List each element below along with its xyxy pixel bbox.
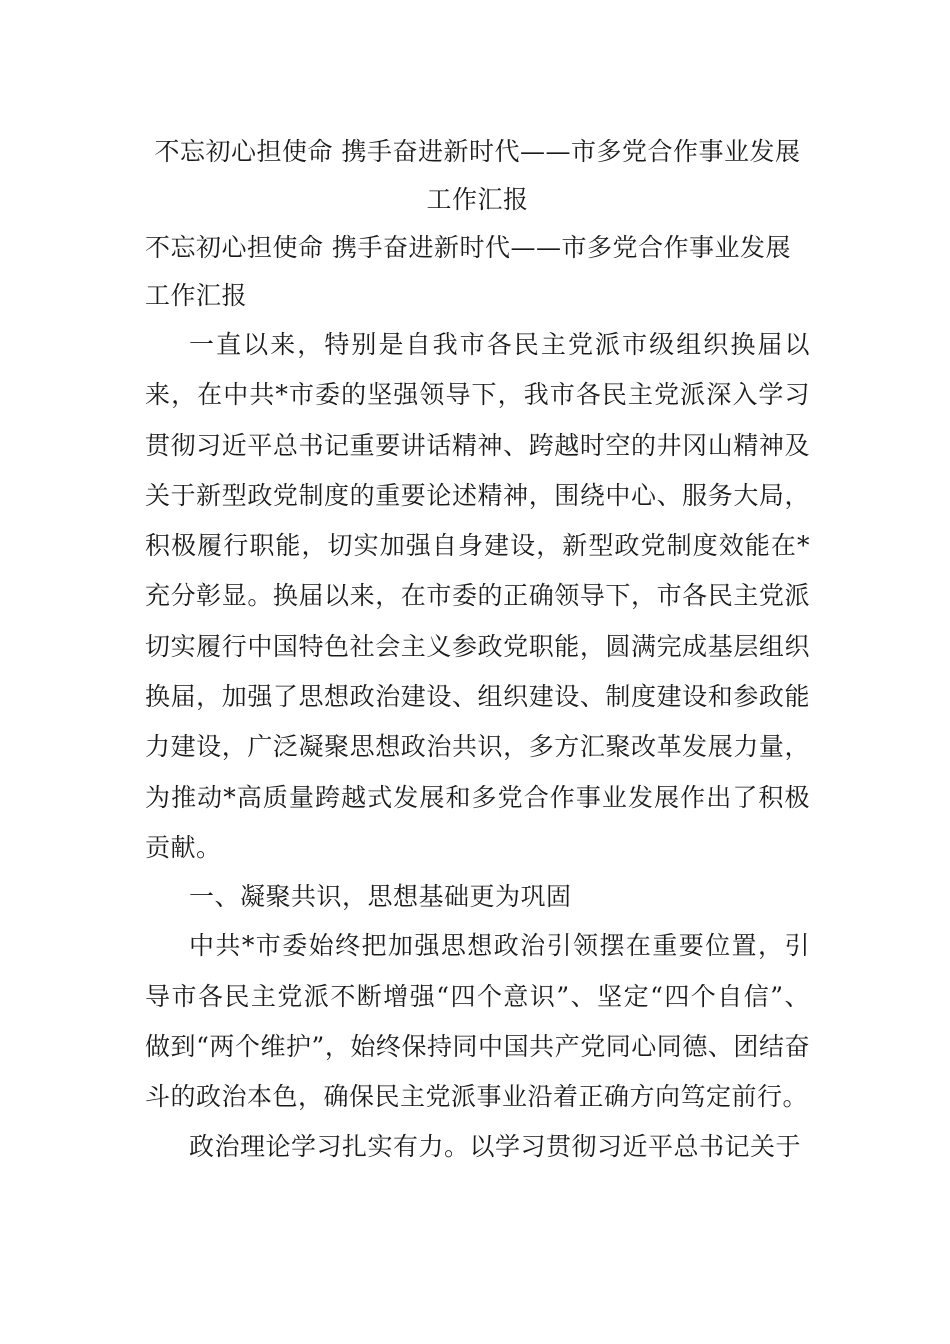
section-heading-1: 一、凝聚共识，思想基础更为巩固 — [189, 882, 572, 912]
document-subtitle-line-1: 不忘初心担使命 携手奋进新时代——市多党合作事业发展 — [145, 233, 791, 262]
document-subtitle-line-2: 工作汇报 — [145, 281, 248, 310]
document-title-line-2: 工作汇报 — [426, 185, 529, 214]
paragraph-intro: 一直以来，特别是自我市各民主党派市级组织换届以来，在中共*市委的坚强领导下，我市各民主党派深入学习贯彻习近平总书记重要讲话精神、跨越时空的井冈山精神及关于新型政党制度的重要论述精神，围绕中心、服务大局，积极履行职能，切实加强自身建设，新型政党制度效能在*充分彰显。换届以来，在市委的正确领导下，市各民主党派切实履行中国特色社会主义参政党职能，圆满完成基层组织换届，加强了思想政治建设、组织建设、制度建设和参政能力建设，广泛凝聚思想政治共识，多方汇聚改革发展力量，为推动*高质量跨越式发展和多党合作事业发展作出了积极贡献。 — [145, 330, 810, 862]
document-page — [145, 128, 810, 1173]
document-title-line-1: 不忘初心担使命 携手奋进新时代——市多党合作事业发展 — [154, 137, 801, 166]
paragraph-section-1: 中共*市委始终把加强思想政治引领摆在重要位置，引导市各民主党派不断增强“四个意识”、坚定“四个自信”、做到“两个维护”，始终保持同中国共产党同心同德、团结奋斗的政治本色，确保民主党派事业沿着正确方向笃定前行。 — [145, 931, 810, 1112]
paragraph-theory-study: 政治理论学习扎实有力。以学习贯彻习近平总书记关于 — [189, 1132, 802, 1162]
